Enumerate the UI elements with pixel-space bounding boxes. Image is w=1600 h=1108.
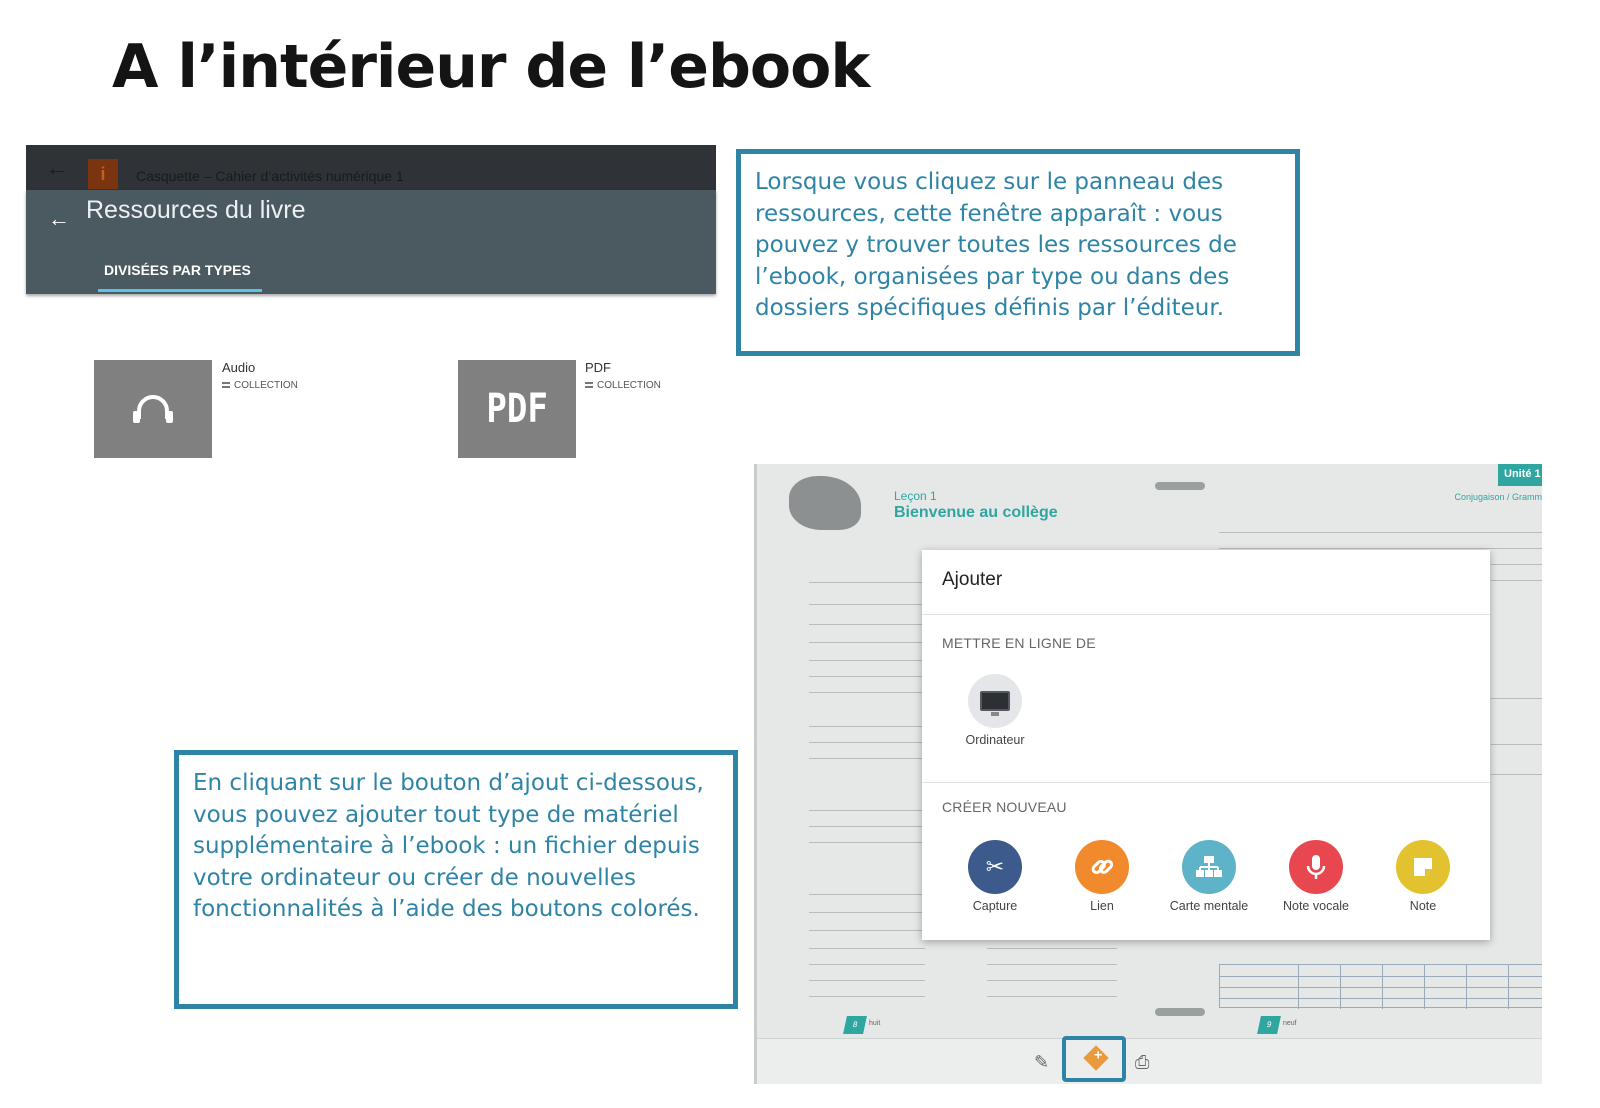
- tab-active-indicator: [98, 289, 262, 292]
- add-dialog: [922, 550, 1490, 940]
- callout-add-button: En cliquant sur le bouton d’ajout ci-dessous, vous pouvez ajouter tout type de matériel supplémentaire à l’ebook : un fichier depuis votre ordinateur ou créer de nouvelles fonctionnalités à l’aide des boutons colorés.: [174, 750, 738, 1009]
- exercise-line: [809, 826, 925, 827]
- exercise-line: [1219, 532, 1542, 533]
- exercise-line: [987, 996, 1117, 997]
- binder-ring: [1155, 482, 1205, 490]
- pencil-icon[interactable]: ✎: [1034, 1052, 1050, 1072]
- binder-ring: [1155, 1008, 1205, 1016]
- note-icon: [1396, 840, 1450, 894]
- resource-tile-pdf[interactable]: [458, 360, 576, 458]
- exercise-line: [809, 996, 925, 997]
- create-link-label: Lien: [1090, 899, 1114, 913]
- collection-icon: [222, 382, 230, 388]
- exercise-line: [809, 912, 925, 913]
- create-capture-button[interactable]: [940, 840, 1050, 914]
- exercise-line: [809, 676, 925, 677]
- resources-title: Ressources du livre: [86, 196, 306, 224]
- exercise-line: [809, 604, 925, 605]
- create-note-label: Note: [1409, 899, 1437, 913]
- unit-badge: Unité 1: [1498, 464, 1542, 486]
- ebook-toolbar: [757, 1038, 1542, 1084]
- upload-section-title: METTRE EN LIGNE DE: [942, 635, 1096, 651]
- exercise-line: [1219, 548, 1542, 549]
- exercise-line: [809, 894, 925, 895]
- back-arrow-icon[interactable]: ←: [46, 155, 68, 180]
- upload-computer-button[interactable]: [940, 674, 1050, 748]
- link-icon: [1075, 840, 1129, 894]
- page-number-right: 9: [1257, 1016, 1281, 1034]
- exercise-line: [809, 758, 925, 759]
- exercise-line: [809, 964, 925, 965]
- page-label-right: neuf: [1283, 1020, 1297, 1027]
- book-logo-icon: i: [88, 159, 118, 189]
- exercise-line: [1491, 564, 1542, 565]
- create-voice-note-button[interactable]: [1261, 840, 1371, 914]
- exercise-line: [809, 660, 925, 661]
- mascot-image: [789, 476, 861, 530]
- microphone-icon: [1289, 840, 1343, 894]
- exercise-line: [809, 842, 925, 843]
- exercise-line: [987, 980, 1117, 981]
- dialog-title: Ajouter: [942, 569, 1003, 590]
- resources-header: [26, 190, 716, 294]
- exercise-line: [809, 726, 925, 727]
- resource-label-pdf[interactable]: PDF: [585, 360, 611, 375]
- pdf-icon: PDF: [486, 386, 548, 432]
- exercise-line: [809, 582, 925, 583]
- answer-grid: [1219, 964, 1542, 1008]
- create-voice-note-label: Note vocale: [1282, 899, 1349, 913]
- resource-label-audio[interactable]: Audio: [222, 360, 256, 375]
- exercise-line: [809, 642, 925, 643]
- exercise-line: [809, 980, 925, 981]
- back-arrow-icon[interactable]: ←: [48, 206, 70, 231]
- section-tag: Conjugaison / Gramm: [1454, 492, 1542, 502]
- collection-label: COLLECTION: [597, 380, 661, 391]
- exercise-line: [1491, 774, 1542, 775]
- divider: [922, 782, 1490, 783]
- create-link-button[interactable]: [1047, 840, 1157, 914]
- create-capture-label: Capture: [972, 899, 1018, 913]
- print-icon[interactable]: ⎙: [1135, 1052, 1150, 1072]
- exercise-line: [1491, 744, 1542, 745]
- resource-tile-audio[interactable]: [94, 360, 212, 458]
- upload-computer-label: Ordinateur: [965, 733, 1025, 747]
- lesson-number: Leçon 1: [894, 489, 937, 503]
- slide-title: A l’intérieur de l’ebook: [112, 32, 870, 102]
- exercise-line: [809, 948, 925, 949]
- exercise-line: [1491, 698, 1542, 699]
- callout-resources: Lorsque vous cliquez sur le panneau des ressources, cette fenêtre apparaît : vous pouvez y trouver toutes les ressources de l’ebook, organisées par type ou dans des dossiers spécifiques définis par l’éditeur.: [736, 149, 1300, 356]
- mindmap-icon: [1182, 840, 1236, 894]
- exercise-line: [987, 948, 1117, 949]
- page-number-left: 8: [843, 1016, 867, 1034]
- exercise-line: [809, 810, 925, 811]
- exercise-line: [809, 624, 925, 625]
- collection-icon: [585, 382, 593, 388]
- exercise-line: [1491, 580, 1542, 581]
- collection-label: COLLECTION: [234, 380, 298, 391]
- page-label-left: huit: [869, 1020, 881, 1027]
- create-note-button[interactable]: [1368, 840, 1478, 914]
- app-top-bar: [26, 145, 716, 190]
- tab-types[interactable]: DIVISÉES PAR TYPES: [104, 262, 251, 278]
- lesson-title: Bienvenue au collège: [894, 504, 1058, 521]
- exercise-line: [809, 742, 925, 743]
- book-title: Casquette – Cahier d’activités numérique 1: [136, 168, 404, 184]
- exercise-line: [809, 930, 925, 931]
- scissors-icon: ✂: [968, 840, 1022, 894]
- resource-sub-pdf: [585, 380, 661, 391]
- divider: [922, 614, 1490, 615]
- create-mindmap-label: Carte mentale: [1169, 899, 1249, 913]
- create-section-title: CRÉER NOUVEAU: [942, 799, 1067, 815]
- headphones-icon: [127, 389, 179, 429]
- exercise-line: [809, 692, 925, 693]
- computer-icon: [968, 674, 1022, 728]
- resource-sub-audio: [222, 380, 298, 391]
- exercise-line: [987, 964, 1117, 965]
- create-mindmap-button[interactable]: [1154, 840, 1264, 914]
